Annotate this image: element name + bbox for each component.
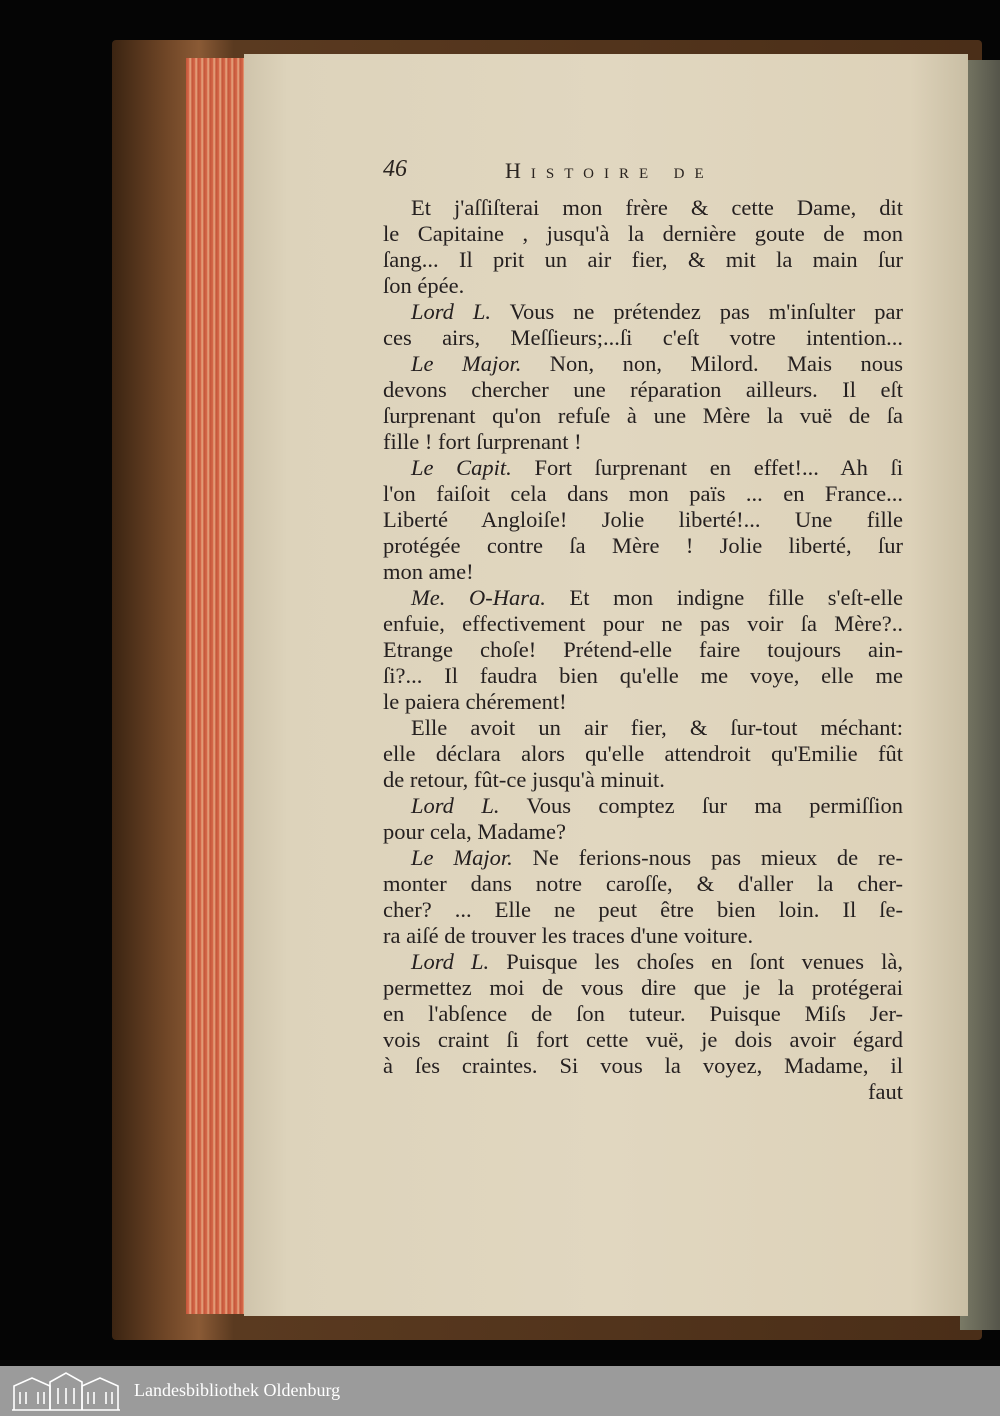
text-line: en l'abſence de ſon tuteur. Puisque Miſs Jer- — [383, 1001, 903, 1026]
text-line: ſang... Il prit un air fier, & mit la main ſur — [383, 247, 903, 272]
text-line: pour cela, Madame? — [383, 819, 567, 844]
text-line: Elle avoit un air fier, & ſur-tout méchant: — [411, 715, 903, 740]
text-line: vois craint ſi fort cette vuë, je dois avoir égard — [383, 1027, 903, 1052]
text-line: fille ! fort ſurprenant ! — [383, 429, 582, 454]
text-line: devons chercher une réparation ailleurs. Il eſt — [383, 377, 903, 402]
library-name: Landesbibliothek Oldenburg — [134, 1380, 341, 1400]
text-line: Me. O-Hara. Et mon indigne fille s'eſt-elle — [411, 585, 903, 610]
text-line: le paiera chérement! — [383, 689, 567, 714]
text-line: elle déclara alors qu'elle attendroit qu'Emilie fût — [383, 741, 903, 766]
text-line: Liberté Angloiſe! Jolie liberté!... Une fille — [383, 507, 903, 532]
text-line: l'on faiſoit cela dans mon païs ... en France... — [383, 481, 903, 506]
text-line: ra aiſé de trouver les traces d'une voiture. — [383, 923, 754, 948]
speaker-name: Le Capit. — [411, 455, 512, 480]
text-line: Lord L. Vous comptez ſur ma permiſſion — [411, 793, 903, 818]
text-line: protégée contre ſa Mère ! Jolie liberté, ſur — [383, 533, 903, 558]
text-line: Le Major. Ne ferions-nous pas mieux de re- — [411, 845, 903, 870]
text-line: Lord L. Vous ne prétendez pas m'inſulter par — [411, 299, 903, 324]
text-line: Et j'aſſiſterai mon frère & cette Dame, dit — [411, 195, 903, 220]
footer-bar — [0, 1366, 1000, 1416]
running-head — [383, 156, 903, 192]
page-edges — [186, 58, 246, 1314]
text-line: Le Major. Non, non, Milord. Mais nous — [411, 351, 903, 376]
page-number: 46 — [383, 156, 407, 182]
speaker-name: Lord L. — [411, 793, 500, 818]
text-line: de retour, fût-ce jusqu'à minuit. — [383, 767, 665, 792]
text-line: ces airs, Meſſieurs;...ſi c'eſt votre intention... — [383, 325, 903, 350]
text-line: Le Capit. Fort ſurprenant en effet!... Ah ſi — [411, 455, 903, 480]
text-line: monter dans notre caroſſe, & d'aller la cher- — [383, 871, 903, 896]
text-line: à ſes craintes. Si vous la voyez, Madame, il — [383, 1053, 903, 1078]
text-line: ſon épée. — [383, 273, 465, 298]
speaker-name: Lord L. — [411, 949, 490, 974]
speaker-name: Lord L. — [411, 299, 492, 324]
page-text — [383, 195, 903, 1105]
library-building-logo — [10, 1370, 122, 1412]
text-line: cher? ... Elle ne peut être bien loin. Il ſe- — [383, 897, 903, 922]
text-line: le Capitaine , jusqu'à la dernière goute de mon — [383, 221, 903, 246]
text-line: Lord L. Puisque les choſes en ſont venues là, — [411, 949, 903, 974]
text-line: faut — [868, 1079, 903, 1104]
text-line: mon ame! — [383, 559, 474, 584]
text-line: enfuie, effectivement pour ne pas voir ſa Mère?.. — [383, 611, 903, 636]
running-title: Histoire de — [505, 158, 714, 183]
speaker-name: Le Major. — [411, 845, 513, 870]
text-line: permettez moi de vous dire que je la protégerai — [383, 975, 903, 1000]
text-line: ſurprenant qu'on refuſe à une Mère la vuë de ſa — [383, 403, 903, 428]
text-line: Etrange choſe! Prétend-elle faire toujours ain- — [383, 637, 903, 662]
speaker-name: Me. O-Hara. — [411, 585, 546, 610]
speaker-name: Le Major. — [411, 351, 522, 376]
text-line: ſi?... Il faudra bien qu'elle me voye, elle me — [383, 663, 903, 688]
